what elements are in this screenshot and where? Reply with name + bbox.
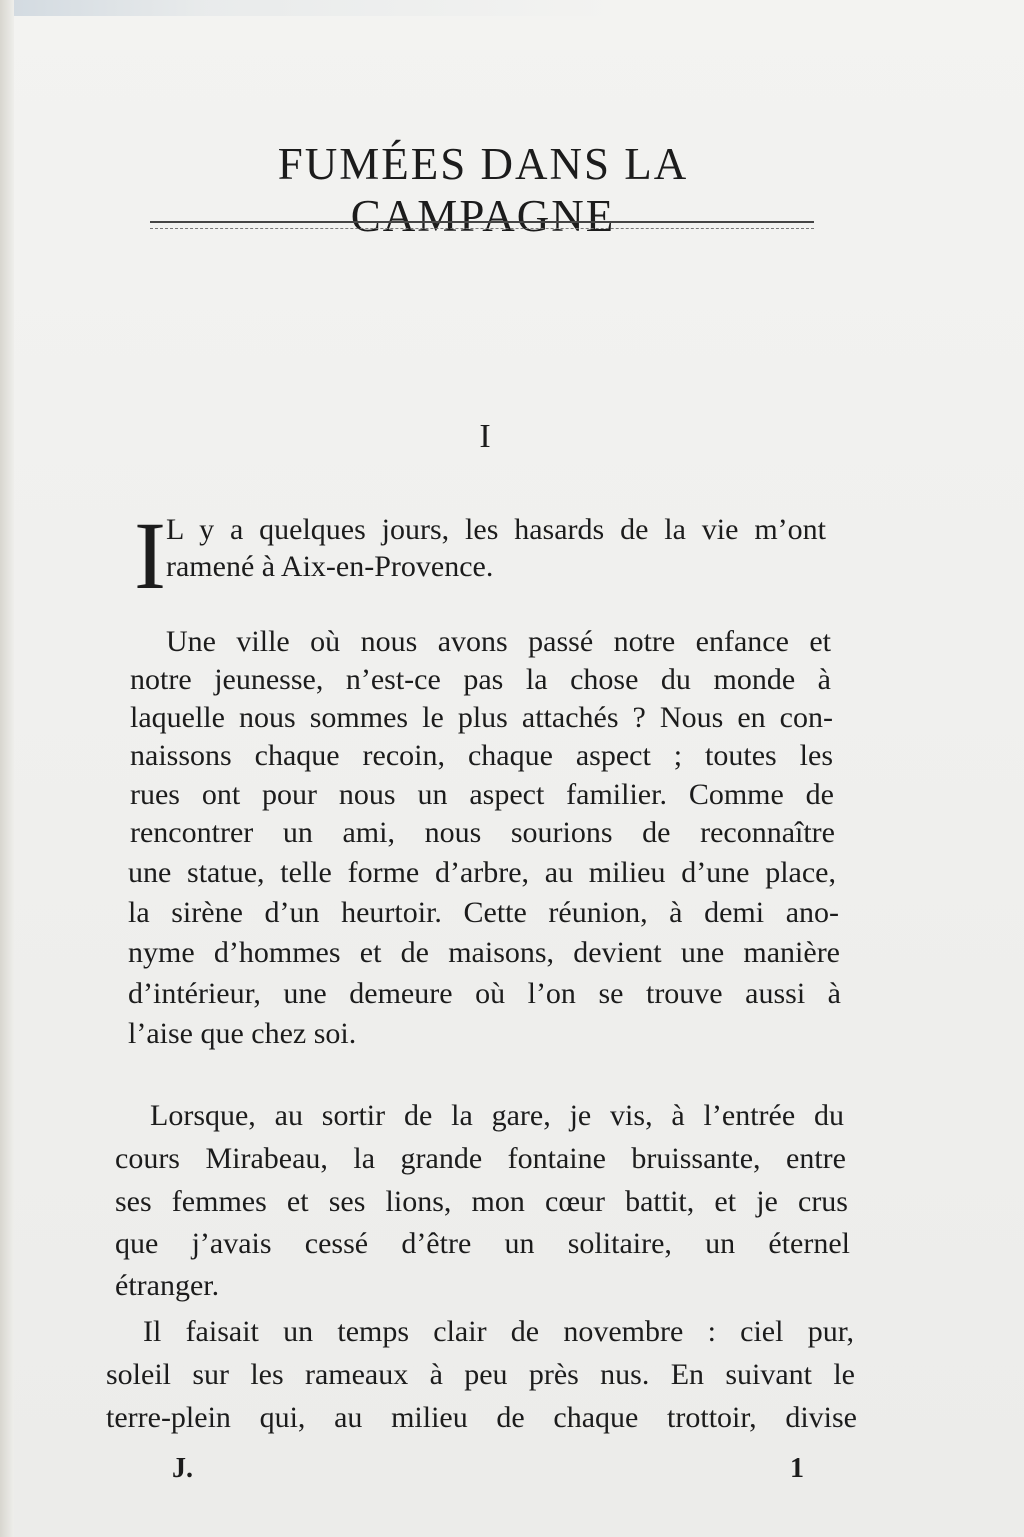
paragraph-line: que j’avais cessé d’être un solitaire, un éternel xyxy=(115,1227,850,1260)
paragraph-line: Il faisait un temps clair de novembre : ciel pur, xyxy=(143,1315,854,1348)
paragraph-line: la sirène d’un heurtoir. Cette réunion, à demi ano- xyxy=(128,896,839,929)
opening-line-1: L y a quelques jours, les hasards de la vie m’ont xyxy=(166,513,826,546)
paragraph-line: soleil sur les rameaux à peu près nus. En suivant le xyxy=(106,1358,855,1391)
paragraph-line: rues ont pour nous un aspect familier. Comme de xyxy=(130,778,834,811)
paragraph-line: notre jeunesse, n’est-ce pas la chose du monde à xyxy=(130,663,831,696)
paragraph-line: rencontrer un ami, nous sourions de reconnaître xyxy=(130,816,835,849)
paragraph-line: laquelle nous sommes le plus attachés ? Nous en con- xyxy=(130,701,833,734)
page-top-edge xyxy=(0,0,1024,16)
paragraph-line: cours Mirabeau, la grande fontaine bruissante, entre xyxy=(115,1142,846,1175)
chapter-title: FUMÉES DANS LA CAMPAGNE xyxy=(277,139,689,241)
paragraph-line: une statue, telle forme d’arbre, au milieu d’une place, xyxy=(128,856,836,889)
paragraph-line: ses femmes et ses lions, mon cœur battit, et je crus xyxy=(115,1185,848,1218)
paragraph-line: l’aise que chez soi. xyxy=(128,1017,357,1050)
title-rule xyxy=(150,221,814,229)
page-number: 1 xyxy=(790,1453,804,1484)
paragraph-line: Une ville où nous avons passé notre enfance et xyxy=(166,625,831,658)
page-left-edge xyxy=(0,0,14,1537)
opening-line-2: ramené à Aix-en-Provence. xyxy=(166,550,494,583)
drop-cap: I xyxy=(134,502,166,609)
footer-signature: J. xyxy=(172,1453,193,1484)
paragraph-line: Lorsque, au sortir de la gare, je vis, à l’entrée du xyxy=(150,1099,844,1132)
section-number: I xyxy=(479,418,491,455)
paragraph-line: d’intérieur, une demeure où l’on se trouve aussi à xyxy=(128,977,841,1010)
paragraph-line: nyme d’hommes et de maisons, devient une manière xyxy=(128,936,840,969)
paragraph-line: naissons chaque recoin, chaque aspect ; toutes les xyxy=(130,739,833,772)
paragraph-line: étranger. xyxy=(115,1269,220,1302)
paragraph-line: terre-plein qui, au milieu de chaque trottoir, divise xyxy=(106,1401,857,1434)
